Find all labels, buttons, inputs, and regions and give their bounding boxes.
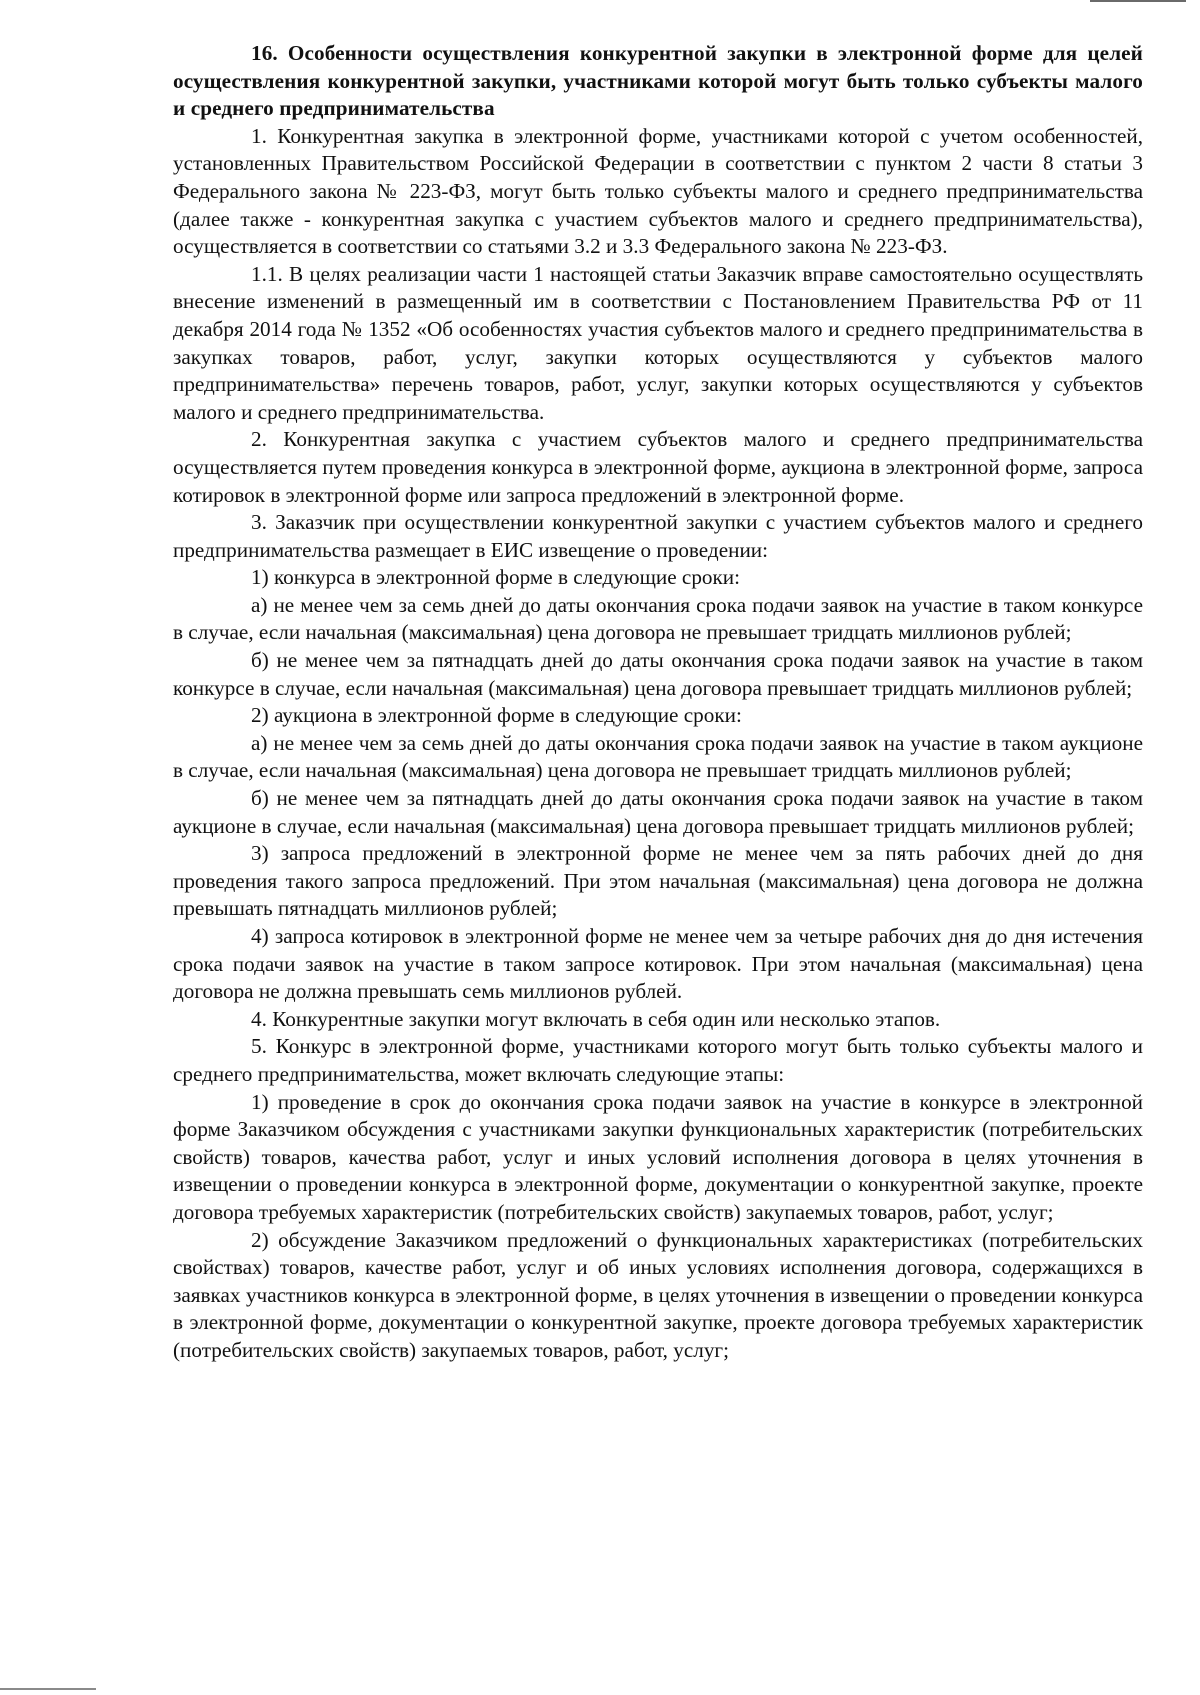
scan-edge-line-bottom bbox=[0, 1688, 96, 1690]
paragraph-3-item-2: 2) аукциона в электронной форме в следующие сроки: bbox=[251, 703, 742, 728]
paragraph-5-item-1: 1) проведение в срок до окончания срока подачи заявок на участие в конкурсе в электронной форме Заказчиком обсуждения с участниками закупки функциональных характеристик (потребительских свойств) товаров, качества работ, услуг и иных условий исполнения договора в целях уточнения в извещении о проведении конкурса в электронной форме, документации о конкурентной закупке, проекте договора требуемых характеристик (потребительских свойств) закупаемых товаров, работ, услуг; bbox=[173, 1089, 1143, 1224]
paragraph-4: 4. Конкурентные закупки могут включать в себя один или несколько этапов. bbox=[251, 1006, 941, 1031]
paragraph-3-item-1-b: б) не менее чем за пятнадцать дней до даты окончания срока подачи заявок на участие в таком конкурсе в случае, если начальная (максимальная) цена договора превышает тридцать миллионов рублей; bbox=[173, 648, 1143, 700]
scan-edge-line-top bbox=[1090, 0, 1186, 2]
paragraph-1: 1. Конкурентная закупка в электронной форме, участниками которой с учетом особенностей, установленных Правительством Российской Федерации в соответствии с пунктом 2 части 8 статьи 3 Федерального закона № 223-ФЗ, могут быть только субъекты малого и среднего предпринимательства (далее также - конкурентная закупка с участием субъектов малого и среднего предпринимательства), осуществляется в соответствии со статьями 3.2 и 3.3 Федерального закона № 223-ФЗ. bbox=[173, 123, 1143, 259]
paragraph-5-item-2: 2) обсуждение Заказчиком предложений о функциональных характеристиках (потребительских свойствах) товаров, качестве работ, услуг и об иных условиях исполнения договора, содержащихся в заявках участников конкурса в электронной форме, в целях уточнения в извещении о проведении конкурса в электронной форме, документации о конкурентной закупке, проекте договора требуемых характеристик (потребительских свойств) закупаемых товаров, работ, услуг; bbox=[173, 1227, 1143, 1362]
paragraph-3-item-3: 3) запроса предложений в электронной форме не менее чем за пять рабочих дней до дня проведения такого запроса предложений. При этом начальная (максимальная) цена договора не должна превышать пятнадцать миллионов рублей; bbox=[173, 841, 1143, 921]
paragraph-1-1: 1.1. В целях реализации части 1 настоящей статьи Заказчик вправе самостоятельно осуществлять внесение изменений в размещенный им в соответствии с Постановлением Правительства РФ от 11 декабря 2014 года № 1352 «Об особенностях участия субъектов малого и среднего предпринимательства в закупках товаров, работ, услуг, закупки которых осуществляются у субъектов малого предпринимательства» перечень товаров, работ, услуг, закупки которых осуществляются у субъектов малого и среднего предпринимательства. bbox=[173, 261, 1143, 424]
paragraph-3: 3. Заказчик при осуществлении конкурентной закупки с участием субъектов малого и среднего предпринимательства размещает в ЕИС извещение о проведении: bbox=[173, 510, 1143, 562]
paragraph-3-item-1-a: а) не менее чем за семь дней до даты окончания срока подачи заявок на участие в таком конкурсе в случае, если начальная (максимальная) цена договора не превышает тридцать миллионов рублей; bbox=[173, 592, 1143, 645]
section-heading: 16. Особенности осуществления конкурентной закупки в электронной форме для целей осуществления конкурентной закупки, участниками которой могут быть только субъекты малого и среднего предпринимательства bbox=[173, 41, 1143, 121]
paragraph-3-item-4: 4) запроса котировок в электронной форме не менее чем за четыре рабочих дня до дня истечения срока подачи заявок на участие в таком запросе котировок. При этом начальная (максимальная) цена договора не должна превышать семь миллионов рублей. bbox=[173, 924, 1143, 1004]
paragraph-5: 5. Конкурс в электронной форме, участниками которого могут быть только субъекты малого и среднего предпринимательства, может включать следующие этапы: bbox=[173, 1034, 1143, 1086]
paragraph-3-item-2-a: а) не менее чем за семь дней до даты окончания срока подачи заявок на участие в таком аукционе в случае, если начальная (максимальная) цена договора не превышает тридцать миллионов рублей; bbox=[173, 730, 1143, 783]
paragraph-3-item-1: 1) конкурса в электронной форме в следующие сроки: bbox=[251, 565, 741, 590]
document-page bbox=[173, 40, 1143, 1365]
paragraph-3-item-2-b: б) не менее чем за пятнадцать дней до даты окончания срока подачи заявок на участие в таком аукционе в случае, если начальная (максимальная) цена договора превышает тридцать миллионов рублей; bbox=[173, 786, 1143, 838]
paragraph-2: 2. Конкурентная закупка с участием субъектов малого и среднего предпринимательства осуществляется путем проведения конкурса в электронной форме, аукциона в электронной форме, запроса котировок в электронной форме или запроса предложений в электронной форме. bbox=[173, 427, 1143, 507]
